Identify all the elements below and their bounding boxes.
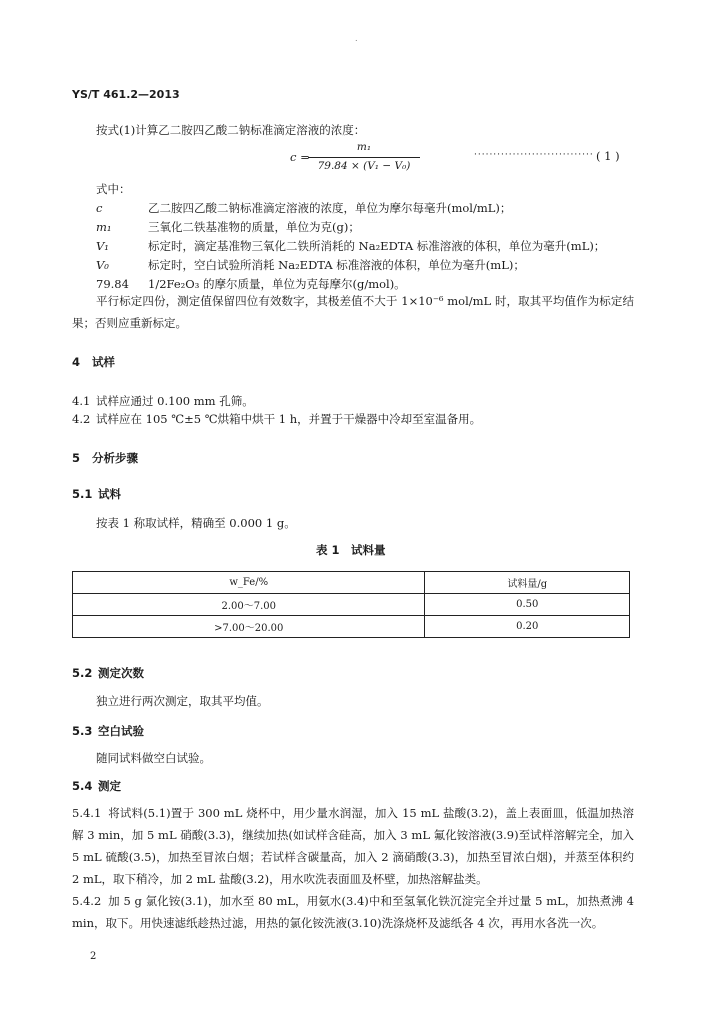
formula-denominator: 79.84 × (V₁ − V₀) xyxy=(317,160,411,172)
formula-lhs: c = xyxy=(290,150,310,164)
section-5-1-text: 按表 1 称取试样，精确至 0.000 1 g。 xyxy=(96,516,296,530)
definition-symbol: V₁ xyxy=(96,239,109,253)
definition-text: 标定时，滴定基准物三氧化二铁所消耗的 Na₂EDTA 标准溶液的体积，单位为毫升(mL)； xyxy=(148,239,606,253)
definition-symbol: V₀ xyxy=(96,258,109,272)
formula-intro: 按式(1)计算乙二胺四乙酸二钠标准滴定溶液的浓度： xyxy=(96,123,366,137)
section-5-2-heading: 5.2 测定次数 xyxy=(72,666,144,680)
definition-row xyxy=(96,257,525,273)
definition-symbol: c xyxy=(96,201,103,215)
formula-number: ( 1 ) xyxy=(596,149,620,163)
page-number: 2 xyxy=(90,951,97,962)
page-mark: . xyxy=(355,34,358,43)
step-5-4-2: 5.4.2 加 5 g 氯化铵(3.1)，加水至 80 mL，用氨水(3.4)中和至氢氧化铁沉淀完全并过量 5 mL，加热煮沸 4 min，取下。用快速滤纸趁热过滤，用热的氯化铵洗液(3.10)洗涤烧杯及滤纸各 4 次，再用水各洗一次。 xyxy=(72,894,634,930)
definition-symbol: m₁ xyxy=(96,220,112,234)
table-header-mass: 试料量/g xyxy=(425,572,630,594)
section-5-3-text: 随同试料做空白试验。 xyxy=(96,751,211,765)
definition-text: 标定时，空白试验所消耗 Na₂EDTA 标准溶液的体积，单位为毫升(mL)； xyxy=(148,258,525,272)
section-5-1-heading: 5.1 试料 xyxy=(72,487,121,501)
table-cell: >7.00～20.00 xyxy=(73,616,425,638)
table-cell: 2.00～7.00 xyxy=(73,594,425,616)
section-5-3-heading: 5.3 空白试验 xyxy=(72,724,144,738)
table-row xyxy=(73,594,630,616)
definition-row xyxy=(96,200,511,216)
formula-leader: ······························· xyxy=(474,150,594,160)
definition-text: 三氧化二铁基准物的质量，单位为克(g)； xyxy=(148,220,360,234)
definition-symbol: 79.84 xyxy=(96,277,129,291)
table-row xyxy=(73,616,630,638)
table-cell: 0.50 xyxy=(425,594,630,616)
item-4-1: 4.1 试样应通过 0.100 mm 孔筛。 xyxy=(72,394,254,408)
sample-mass-table xyxy=(72,571,630,638)
formula-numerator: m₁ xyxy=(356,141,372,153)
section-5-2-text: 独立进行两次测定，取其平均值。 xyxy=(96,694,269,708)
definition-text: 乙二胺四乙酸二钠标准滴定溶液的浓度，单位为摩尔每毫升(mol/mL)； xyxy=(148,201,512,215)
fraction-line xyxy=(308,157,420,158)
standard-number: YS/T 461.2—2013 xyxy=(72,88,180,101)
definition-row xyxy=(96,219,360,235)
section-5-4-heading: 5.4 测定 xyxy=(72,779,121,793)
section-4-heading: 4 试样 xyxy=(72,355,116,369)
table-cell: 0.20 xyxy=(425,616,630,638)
table-caption: 表 1 试料量 xyxy=(316,543,386,557)
definition-row xyxy=(96,238,605,254)
item-4-2: 4.2 试样应在 105 ℃±5 ℃烘箱中烘干 1 h，并置于干燥器中冷却至室温备用。 xyxy=(72,412,482,426)
calibration-note: 平行标定四份，测定值保留四位有效数字，其极差值不大于 1×10⁻⁶ mol/mL 时，取其平均值作为标定结果；否则应重新标定。 xyxy=(72,294,634,330)
table-header-fe: w_Fe/% xyxy=(73,572,425,594)
step-5-4-1: 5.4.1 将试料(5.1)置于 300 mL 烧杯中，用少量水润湿，加入 15 mL 盐酸(3.2)，盖上表面皿，低温加热溶解 3 min，加 5 mL 硝酸(3.3)，继续加热(如试样含硅高，加入 3 mL 氟化铵溶液(3.9)至试样溶解完全，加入 5 mL 硫酸(3.5)，加热至冒浓白烟；若试样含碳量高，加入 2 滴硝酸(3.3)，加热至冒浓白烟)，并蒸至体积约 2 mL，取下稍冷，加 2 mL 盐酸(3.2)，用水吹洗表面皿及杯壁，加热溶解盐类。 xyxy=(72,806,634,886)
where-label: 式中： xyxy=(96,182,131,196)
section-5-heading: 5 分析步骤 xyxy=(72,451,139,465)
definition-text: 1/2Fe₂O₃ 的摩尔质量，单位为克每摩尔(g/mol)。 xyxy=(148,277,406,291)
